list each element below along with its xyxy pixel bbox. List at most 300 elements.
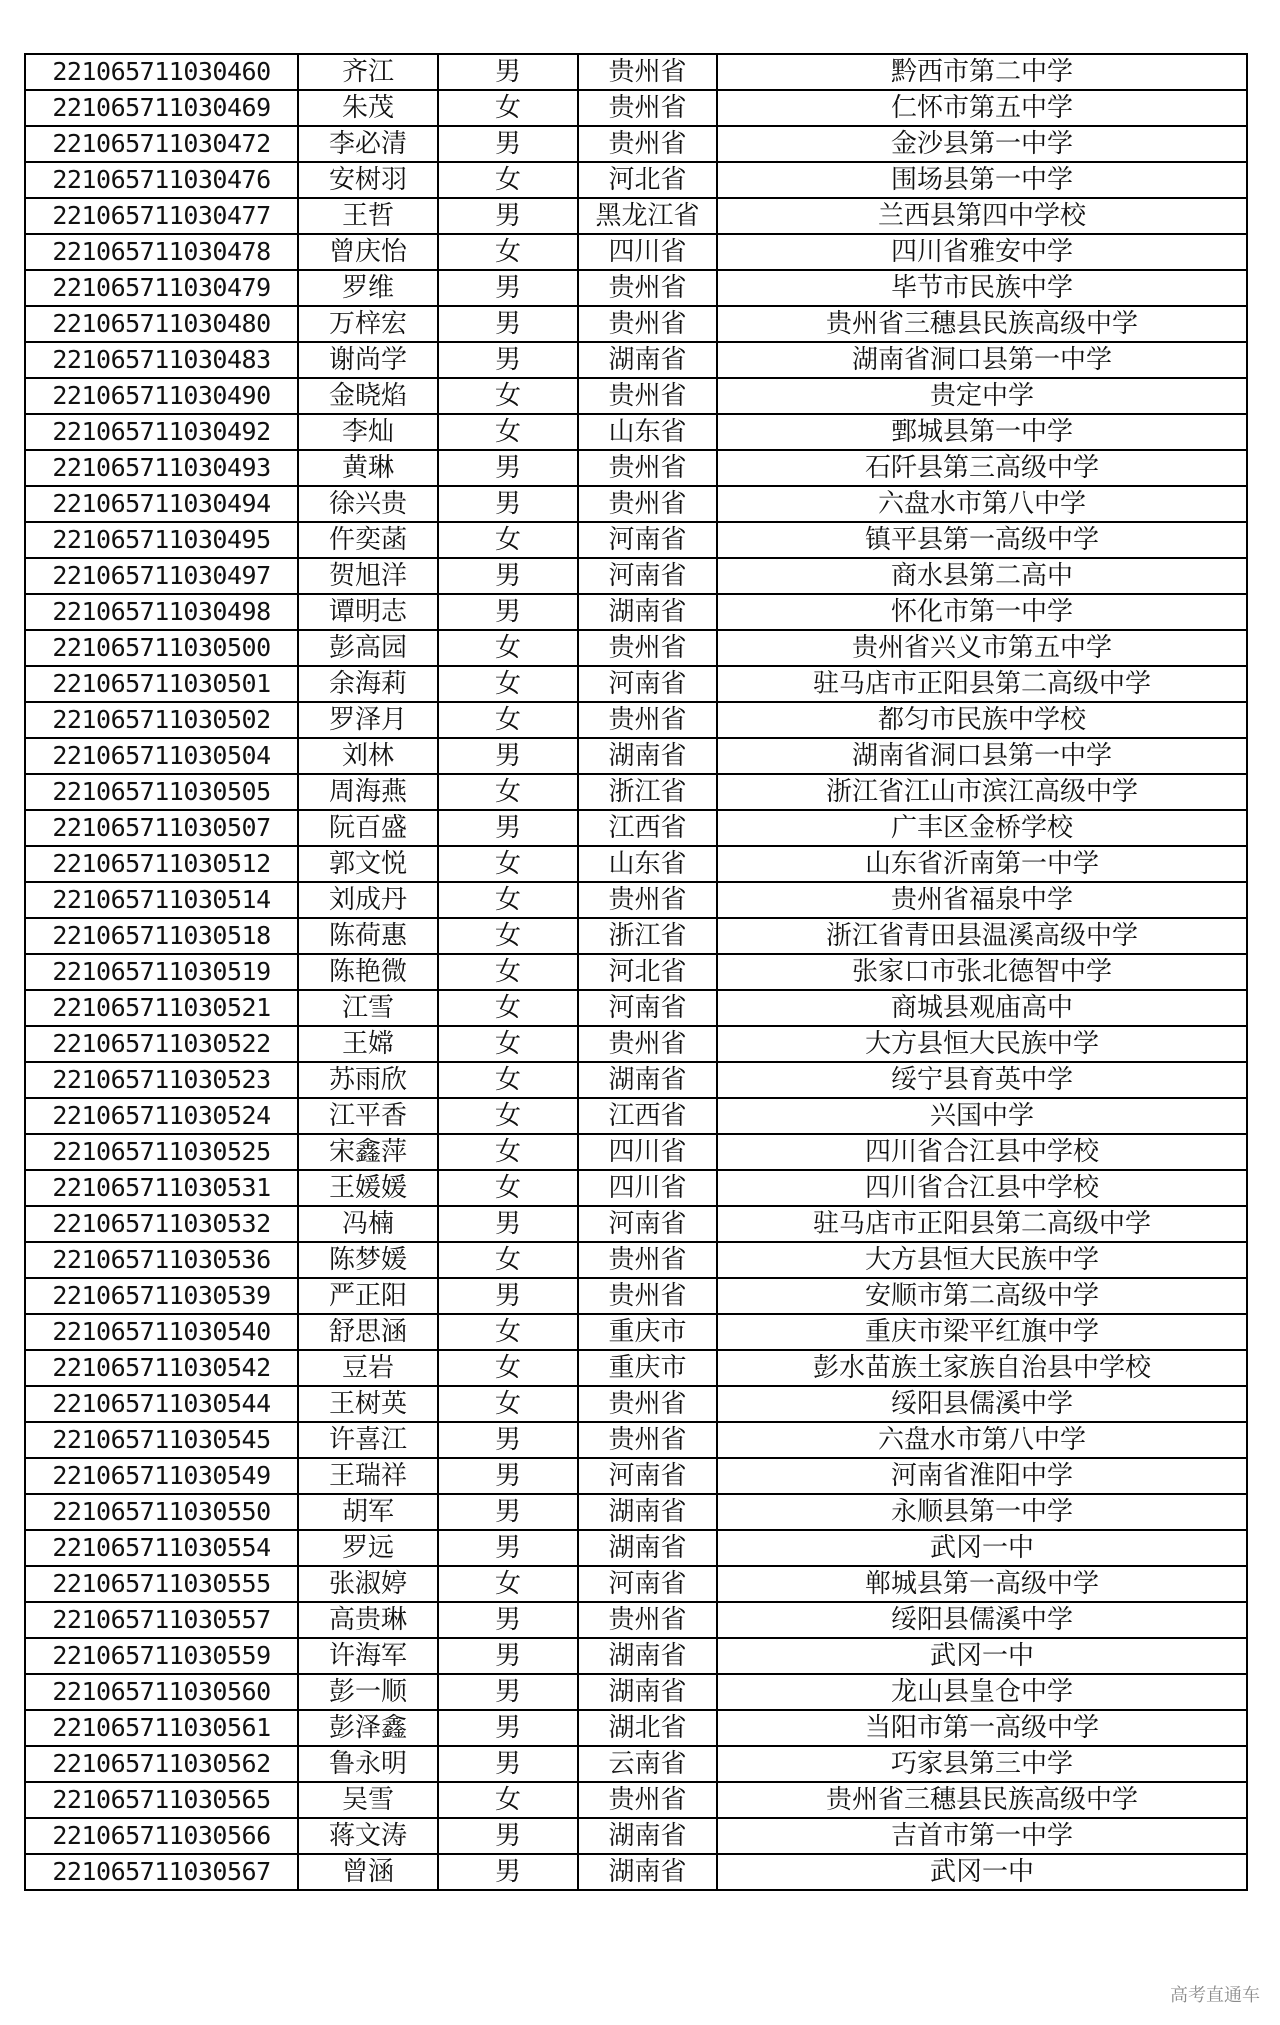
gender-cell: 女 [438,1170,578,1206]
gender-cell: 男 [438,1746,578,1782]
school-cell: 大方县恒大民族中学 [717,1242,1247,1278]
province-cell: 四川省 [578,234,717,270]
province-cell: 湖南省 [578,1062,717,1098]
province-cell: 云南省 [578,1746,717,1782]
province-cell: 湖南省 [578,1854,717,1890]
table-row [25,1098,1247,1134]
school-cell: 贵定中学 [717,378,1247,414]
table-row [25,1602,1247,1638]
student-id-cell: 221065711030560 [25,1674,298,1710]
name-cell: 陈荷惠 [298,918,438,954]
province-cell: 贵州省 [578,486,717,522]
student-id-cell: 221065711030502 [25,702,298,738]
province-cell: 贵州省 [578,450,717,486]
student-id-cell: 221065711030480 [25,306,298,342]
gender-cell: 男 [438,1674,578,1710]
school-cell: 绥阳县儒溪中学 [717,1386,1247,1422]
gender-cell: 女 [438,162,578,198]
gender-cell: 女 [438,1062,578,1098]
school-cell: 湖南省洞口县第一中学 [717,342,1247,378]
gender-cell: 男 [438,1494,578,1530]
table-row [25,810,1247,846]
student-id-cell: 221065711030501 [25,666,298,702]
province-cell: 河南省 [578,558,717,594]
province-cell: 浙江省 [578,774,717,810]
school-cell: 兰西县第四中学校 [717,198,1247,234]
name-cell: 罗远 [298,1530,438,1566]
table-row [25,666,1247,702]
gender-cell: 男 [438,126,578,162]
name-cell: 王嫦 [298,1026,438,1062]
school-cell: 兴国中学 [717,1098,1247,1134]
student-id-cell: 221065711030504 [25,738,298,774]
province-cell: 江西省 [578,810,717,846]
name-cell: 鲁永明 [298,1746,438,1782]
school-cell: 四川省合江县中学校 [717,1170,1247,1206]
name-cell: 刘成丹 [298,882,438,918]
table-row [25,1206,1247,1242]
school-cell: 贵州省三穗县民族高级中学 [717,306,1247,342]
student-id-cell: 221065711030544 [25,1386,298,1422]
table-row [25,450,1247,486]
province-cell: 河南省 [578,666,717,702]
school-cell: 商城县观庙高中 [717,990,1247,1026]
table-row [25,1746,1247,1782]
table-row [25,342,1247,378]
table-row [25,954,1247,990]
table-row [25,1494,1247,1530]
table-row [25,1854,1247,1890]
student-id-cell: 221065711030492 [25,414,298,450]
name-cell: 金晓焰 [298,378,438,414]
gender-cell: 男 [438,1422,578,1458]
name-cell: 彭高园 [298,630,438,666]
table-row [25,1458,1247,1494]
school-cell: 吉首市第一中学 [717,1818,1247,1854]
name-cell: 吴雪 [298,1782,438,1818]
roster-body [25,54,1247,1890]
gender-cell: 女 [438,414,578,450]
gender-cell: 男 [438,342,578,378]
province-cell: 山东省 [578,414,717,450]
name-cell: 仵奕菡 [298,522,438,558]
table-row [25,1134,1247,1170]
school-cell: 六盘水市第八中学 [717,1422,1247,1458]
name-cell: 许海军 [298,1638,438,1674]
student-id-cell: 221065711030522 [25,1026,298,1062]
table-row [25,486,1247,522]
province-cell: 湖南省 [578,1818,717,1854]
gender-cell: 男 [438,306,578,342]
table-row [25,270,1247,306]
student-id-cell: 221065711030514 [25,882,298,918]
province-cell: 湖南省 [578,1638,717,1674]
name-cell: 阮百盛 [298,810,438,846]
province-cell: 河南省 [578,522,717,558]
table-row [25,1278,1247,1314]
gender-cell: 女 [438,630,578,666]
school-cell: 驻马店市正阳县第二高级中学 [717,666,1247,702]
table-row [25,162,1247,198]
school-cell: 大方县恒大民族中学 [717,1026,1247,1062]
school-cell: 石阡县第三高级中学 [717,450,1247,486]
province-cell: 贵州省 [578,1026,717,1062]
school-cell: 张家口市张北德智中学 [717,954,1247,990]
province-cell: 湖南省 [578,1494,717,1530]
gender-cell: 女 [438,1386,578,1422]
name-cell: 严正阳 [298,1278,438,1314]
province-cell: 贵州省 [578,702,717,738]
school-cell: 浙江省江山市滨江高级中学 [717,774,1247,810]
table-row [25,306,1247,342]
table-row [25,990,1247,1026]
name-cell: 彭泽鑫 [298,1710,438,1746]
table-row [25,126,1247,162]
province-cell: 浙江省 [578,918,717,954]
province-cell: 湖南省 [578,594,717,630]
gender-cell: 女 [438,666,578,702]
student-id-cell: 221065711030565 [25,1782,298,1818]
province-cell: 贵州省 [578,126,717,162]
name-cell: 王树英 [298,1386,438,1422]
province-cell: 贵州省 [578,630,717,666]
school-cell: 武冈一中 [717,1638,1247,1674]
gender-cell: 女 [438,954,578,990]
school-cell: 龙山县皇仓中学 [717,1674,1247,1710]
school-cell: 山东省沂南第一中学 [717,846,1247,882]
province-cell: 贵州省 [578,1386,717,1422]
name-cell: 彭一顺 [298,1674,438,1710]
province-cell: 湖南省 [578,1530,717,1566]
table-row [25,1638,1247,1674]
province-cell: 贵州省 [578,90,717,126]
name-cell: 齐江 [298,54,438,90]
name-cell: 许喜江 [298,1422,438,1458]
province-cell: 河北省 [578,162,717,198]
name-cell: 谭明志 [298,594,438,630]
school-cell: 驻马店市正阳县第二高级中学 [717,1206,1247,1242]
province-cell: 贵州省 [578,306,717,342]
student-id-cell: 221065711030524 [25,1098,298,1134]
school-cell: 武冈一中 [717,1530,1247,1566]
gender-cell: 女 [438,990,578,1026]
school-cell: 黔西市第二中学 [717,54,1247,90]
table-row [25,198,1247,234]
student-id-cell: 221065711030554 [25,1530,298,1566]
table-row [25,1170,1247,1206]
gender-cell: 男 [438,270,578,306]
name-cell: 曾庆怡 [298,234,438,270]
gender-cell: 女 [438,846,578,882]
table-row [25,1062,1247,1098]
name-cell: 王哲 [298,198,438,234]
school-cell: 四川省合江县中学校 [717,1134,1247,1170]
school-cell: 围场县第一中学 [717,162,1247,198]
province-cell: 四川省 [578,1170,717,1206]
province-cell: 河南省 [578,1206,717,1242]
student-id-cell: 221065711030512 [25,846,298,882]
name-cell: 谢尚学 [298,342,438,378]
province-cell: 贵州省 [578,1602,717,1638]
gender-cell: 女 [438,378,578,414]
gender-cell: 女 [438,1098,578,1134]
table-row [25,1674,1247,1710]
province-cell: 山东省 [578,846,717,882]
name-cell: 安树羽 [298,162,438,198]
admission-roster-table [24,53,1248,1891]
province-cell: 湖北省 [578,1710,717,1746]
gender-cell: 男 [438,1602,578,1638]
school-cell: 贵州省福泉中学 [717,882,1247,918]
table-row [25,1026,1247,1062]
name-cell: 罗泽月 [298,702,438,738]
school-cell: 巧家县第三中学 [717,1746,1247,1782]
province-cell: 江西省 [578,1098,717,1134]
student-id-cell: 221065711030542 [25,1350,298,1386]
province-cell: 贵州省 [578,378,717,414]
table-row [25,1566,1247,1602]
student-id-cell: 221065711030476 [25,162,298,198]
student-id-cell: 221065711030497 [25,558,298,594]
name-cell: 万梓宏 [298,306,438,342]
name-cell: 李灿 [298,414,438,450]
student-id-cell: 221065711030545 [25,1422,298,1458]
gender-cell: 女 [438,1566,578,1602]
school-cell: 武冈一中 [717,1854,1247,1890]
name-cell: 贺旭洋 [298,558,438,594]
student-id-cell: 221065711030477 [25,198,298,234]
name-cell: 陈梦媛 [298,1242,438,1278]
name-cell: 罗维 [298,270,438,306]
student-id-cell: 221065711030525 [25,1134,298,1170]
school-cell: 安顺市第二高级中学 [717,1278,1247,1314]
table-row [25,1350,1247,1386]
table-row [25,702,1247,738]
gender-cell: 女 [438,234,578,270]
student-id-cell: 221065711030479 [25,270,298,306]
province-cell: 贵州省 [578,1422,717,1458]
school-cell: 六盘水市第八中学 [717,486,1247,522]
gender-cell: 男 [438,1710,578,1746]
school-cell: 鄄城县第一中学 [717,414,1247,450]
table-row [25,774,1247,810]
table-row [25,738,1247,774]
table-row [25,234,1247,270]
province-cell: 湖南省 [578,738,717,774]
province-cell: 贵州省 [578,54,717,90]
table-row [25,630,1247,666]
school-cell: 重庆市梁平红旗中学 [717,1314,1247,1350]
name-cell: 余海莉 [298,666,438,702]
gender-cell: 男 [438,450,578,486]
school-cell: 河南省淮阳中学 [717,1458,1247,1494]
province-cell: 重庆市 [578,1350,717,1386]
school-cell: 都匀市民族中学校 [717,702,1247,738]
table-row [25,1386,1247,1422]
gender-cell: 男 [438,594,578,630]
student-id-cell: 221065711030500 [25,630,298,666]
name-cell: 郭文悦 [298,846,438,882]
school-cell: 贵州省兴义市第五中学 [717,630,1247,666]
school-cell: 绥宁县育英中学 [717,1062,1247,1098]
gender-cell: 男 [438,1818,578,1854]
gender-cell: 男 [438,1638,578,1674]
name-cell: 曾涵 [298,1854,438,1890]
student-id-cell: 221065711030495 [25,522,298,558]
student-id-cell: 221065711030460 [25,54,298,90]
school-cell: 金沙县第一中学 [717,126,1247,162]
table-row [25,1422,1247,1458]
gender-cell: 女 [438,1134,578,1170]
gender-cell: 男 [438,1458,578,1494]
gender-cell: 男 [438,198,578,234]
name-cell: 王瑞祥 [298,1458,438,1494]
gender-cell: 男 [438,1530,578,1566]
table-row [25,414,1247,450]
student-id-cell: 221065711030521 [25,990,298,1026]
name-cell: 宋鑫萍 [298,1134,438,1170]
school-cell: 商水县第二高中 [717,558,1247,594]
school-cell: 怀化市第一中学 [717,594,1247,630]
table-row [25,1242,1247,1278]
province-cell: 四川省 [578,1134,717,1170]
school-cell: 镇平县第一高级中学 [717,522,1247,558]
table-row [25,90,1247,126]
student-id-cell: 221065711030531 [25,1170,298,1206]
name-cell: 刘林 [298,738,438,774]
table-row [25,1818,1247,1854]
student-id-cell: 221065711030549 [25,1458,298,1494]
student-id-cell: 221065711030539 [25,1278,298,1314]
student-id-cell: 221065711030532 [25,1206,298,1242]
school-cell: 永顺县第一中学 [717,1494,1247,1530]
gender-cell: 女 [438,1242,578,1278]
name-cell: 蒋文涛 [298,1818,438,1854]
name-cell: 苏雨欣 [298,1062,438,1098]
province-cell: 贵州省 [578,882,717,918]
watermark: 高考直通车 [1170,1985,1260,2006]
table-row [25,1710,1247,1746]
student-id-cell: 221065711030490 [25,378,298,414]
school-cell: 绥阳县儒溪中学 [717,1602,1247,1638]
name-cell: 李必清 [298,126,438,162]
name-cell: 豆岩 [298,1350,438,1386]
name-cell: 黄琳 [298,450,438,486]
province-cell: 河南省 [578,1458,717,1494]
table-row [25,522,1247,558]
province-cell: 黑龙江省 [578,198,717,234]
school-cell: 贵州省三穗县民族高级中学 [717,1782,1247,1818]
student-id-cell: 221065711030469 [25,90,298,126]
province-cell: 贵州省 [578,1782,717,1818]
gender-cell: 男 [438,486,578,522]
table-row [25,558,1247,594]
table-row [25,1530,1247,1566]
school-cell: 湖南省洞口县第一中学 [717,738,1247,774]
table-row [25,54,1247,90]
school-cell: 广丰区金桥学校 [717,810,1247,846]
province-cell: 河北省 [578,954,717,990]
student-id-cell: 221065711030540 [25,1314,298,1350]
school-cell: 仁怀市第五中学 [717,90,1247,126]
province-cell: 河南省 [578,1566,717,1602]
name-cell: 王媛媛 [298,1170,438,1206]
student-id-cell: 221065711030505 [25,774,298,810]
school-cell: 毕节市民族中学 [717,270,1247,306]
gender-cell: 女 [438,882,578,918]
student-id-cell: 221065711030494 [25,486,298,522]
student-id-cell: 221065711030498 [25,594,298,630]
student-id-cell: 221065711030567 [25,1854,298,1890]
province-cell: 贵州省 [578,270,717,306]
student-id-cell: 221065711030536 [25,1242,298,1278]
school-cell: 当阳市第一高级中学 [717,1710,1247,1746]
name-cell: 胡军 [298,1494,438,1530]
province-cell: 贵州省 [578,1278,717,1314]
province-cell: 河南省 [578,990,717,1026]
student-id-cell: 221065711030483 [25,342,298,378]
student-id-cell: 221065711030507 [25,810,298,846]
gender-cell: 男 [438,54,578,90]
gender-cell: 女 [438,1314,578,1350]
name-cell: 陈艳微 [298,954,438,990]
table-row [25,594,1247,630]
name-cell: 冯楠 [298,1206,438,1242]
table-row [25,1314,1247,1350]
name-cell: 朱茂 [298,90,438,126]
gender-cell: 男 [438,738,578,774]
school-cell: 四川省雅安中学 [717,234,1247,270]
student-id-cell: 221065711030557 [25,1602,298,1638]
table-row [25,1782,1247,1818]
student-id-cell: 221065711030550 [25,1494,298,1530]
table-row [25,882,1247,918]
gender-cell: 女 [438,702,578,738]
table-row [25,846,1247,882]
name-cell: 高贵琳 [298,1602,438,1638]
name-cell: 周海燕 [298,774,438,810]
name-cell: 江雪 [298,990,438,1026]
gender-cell: 女 [438,774,578,810]
table-row [25,918,1247,954]
school-cell: 浙江省青田县温溪高级中学 [717,918,1247,954]
name-cell: 舒思涵 [298,1314,438,1350]
student-id-cell: 221065711030472 [25,126,298,162]
province-cell: 重庆市 [578,1314,717,1350]
gender-cell: 女 [438,90,578,126]
gender-cell: 男 [438,1278,578,1314]
province-cell: 贵州省 [578,1242,717,1278]
student-id-cell: 221065711030559 [25,1638,298,1674]
student-id-cell: 221065711030555 [25,1566,298,1602]
student-id-cell: 221065711030493 [25,450,298,486]
school-cell: 彭水苗族土家族自治县中学校 [717,1350,1247,1386]
province-cell: 湖南省 [578,342,717,378]
student-id-cell: 221065711030518 [25,918,298,954]
student-id-cell: 221065711030519 [25,954,298,990]
student-id-cell: 221065711030561 [25,1710,298,1746]
gender-cell: 女 [438,522,578,558]
school-cell: 郸城县第一高级中学 [717,1566,1247,1602]
gender-cell: 男 [438,1206,578,1242]
student-id-cell: 221065711030523 [25,1062,298,1098]
student-id-cell: 221065711030478 [25,234,298,270]
gender-cell: 男 [438,558,578,594]
gender-cell: 女 [438,1026,578,1062]
table-row [25,378,1247,414]
name-cell: 江平香 [298,1098,438,1134]
name-cell: 张淑婷 [298,1566,438,1602]
